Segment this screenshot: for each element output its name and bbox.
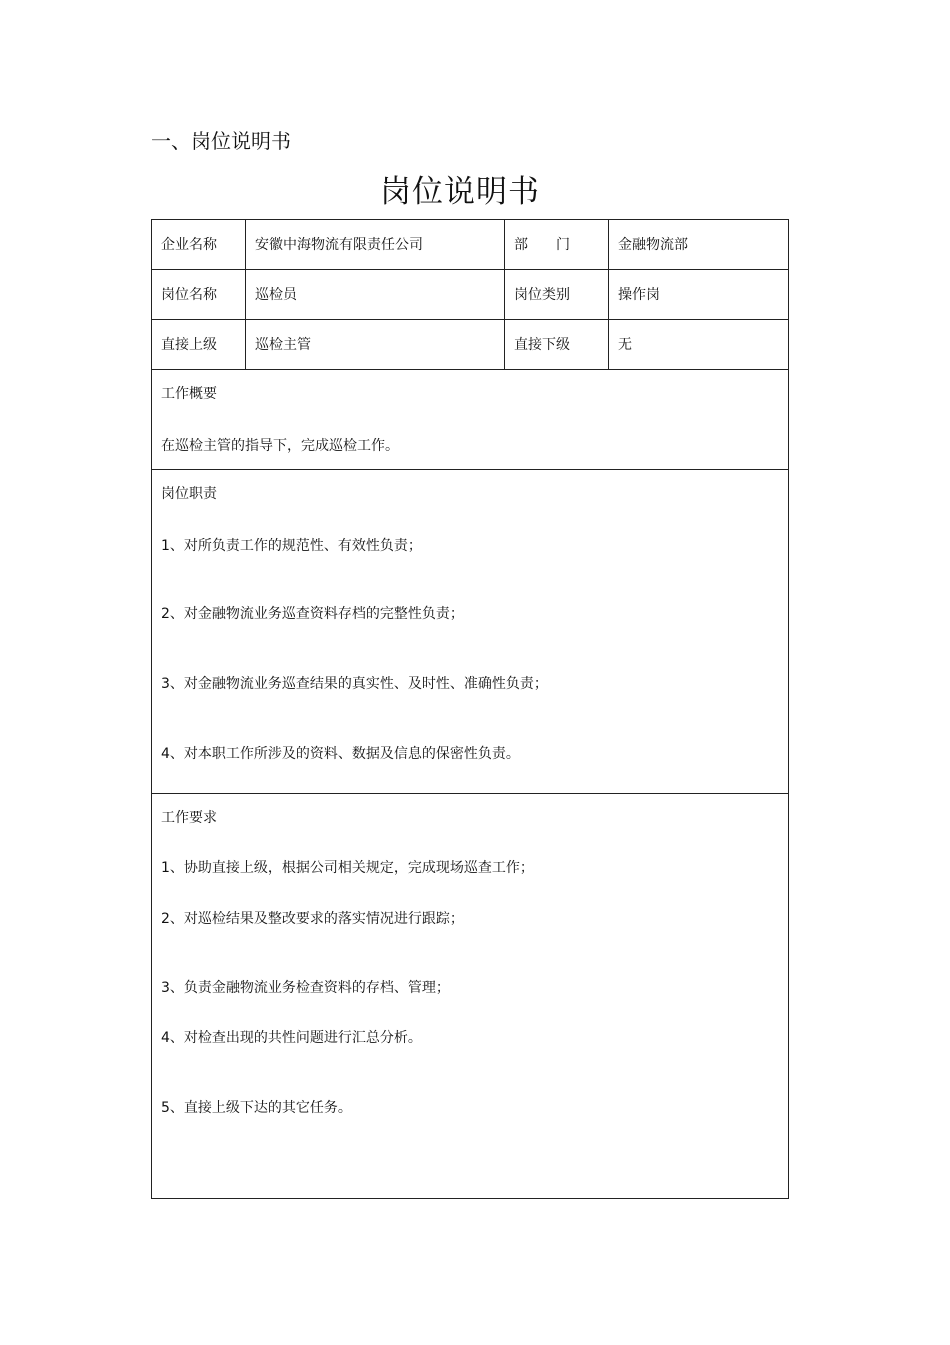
document-title: 岗位说明书	[380, 174, 540, 210]
value-position-name: 巡检员	[246, 270, 505, 320]
label-direct-subordinate: 直接下级	[505, 320, 609, 370]
requirement-item: 5、直接上级下达的其它任务。	[161, 1100, 352, 1116]
section-requirements	[152, 794, 789, 1199]
label-company-name: 企业名称	[152, 220, 246, 270]
requirement-item: 2、对巡检结果及整改要求的落实情况进行跟踪；	[161, 911, 464, 927]
value-direct-subordinate: 无	[609, 320, 789, 370]
value-direct-superior: 巡检主管	[246, 320, 505, 370]
requirements-title: 工作要求	[161, 810, 217, 826]
section-heading: 一、岗位说明书	[151, 129, 291, 153]
table-row-reporting	[152, 320, 789, 370]
duty-item: 2、对金融物流业务巡查资料存档的完整性负责；	[161, 606, 464, 622]
section-duties	[152, 470, 789, 794]
value-department: 金融物流部	[609, 220, 789, 270]
work-overview-title: 工作概要	[161, 386, 217, 402]
duties-title: 岗位职责	[161, 486, 217, 502]
duty-item: 4、对本职工作所涉及的资料、数据及信息的保密性负责。	[161, 746, 520, 762]
label-position-type: 岗位类别	[505, 270, 609, 320]
table-row-company	[152, 220, 789, 270]
label-position-name: 岗位名称	[152, 270, 246, 320]
value-position-type: 操作岗	[609, 270, 789, 320]
job-description-table	[151, 219, 789, 1199]
label-direct-superior: 直接上级	[152, 320, 246, 370]
duties-cell	[152, 470, 789, 794]
work-overview-cell	[152, 370, 789, 470]
table-row-position	[152, 270, 789, 320]
requirement-item: 1、协助直接上级，根据公司相关规定，完成现场巡查工作；	[161, 860, 534, 876]
section-work-overview	[152, 370, 789, 470]
requirement-item: 4、对检查出现的共性问题进行汇总分析。	[161, 1030, 422, 1046]
work-overview-text: 在巡检主管的指导下，完成巡检工作。	[161, 438, 399, 454]
label-department: 部 门	[505, 220, 609, 270]
duty-item: 3、对金融物流业务巡查结果的真实性、及时性、准确性负责；	[161, 676, 548, 692]
value-company-name: 安徽中海物流有限责任公司	[246, 220, 505, 270]
requirement-item: 3、负责金融物流业务检查资料的存档、管理；	[161, 980, 450, 996]
requirements-cell	[152, 794, 789, 1199]
duty-item: 1、对所负责工作的规范性、有效性负责；	[161, 538, 422, 554]
